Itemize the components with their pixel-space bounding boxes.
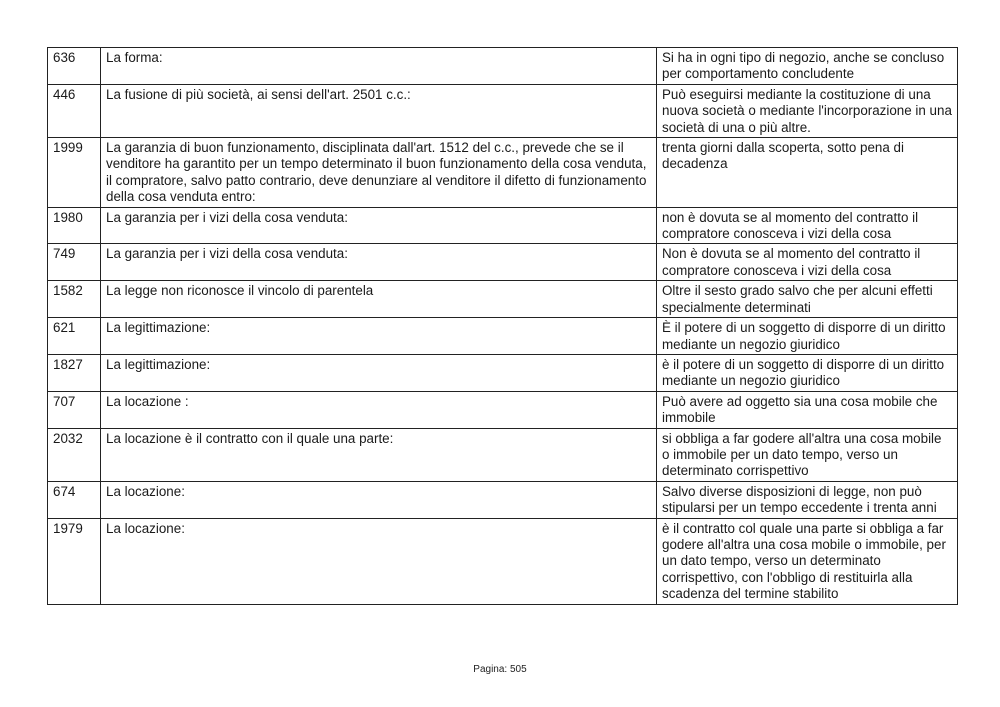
row-number: 749 — [48, 244, 101, 281]
row-question: La forma: — [101, 48, 657, 85]
row-question: La garanzia per i vizi della cosa venduta: — [101, 207, 657, 244]
table-row — [48, 84, 958, 137]
row-answer: Si ha in ogni tipo di negozio, anche se concluso per comportamento concludente — [657, 48, 958, 85]
table-row — [48, 318, 958, 355]
row-question: La legittimazione: — [101, 318, 657, 355]
table-row — [48, 48, 958, 85]
row-answer: Salvo diverse disposizioni di legge, non può stipularsi per un tempo eccedente i trenta anni — [657, 481, 958, 518]
row-answer: Non è dovuta se al momento del contratto il compratore conosceva i vizi della cosa — [657, 244, 958, 281]
table-row — [48, 244, 958, 281]
row-answer: trenta giorni dalla scoperta, sotto pena di decadenza — [657, 138, 958, 208]
row-number: 636 — [48, 48, 101, 85]
page-number: Pagina: 505 — [473, 664, 527, 675]
row-answer: Può eseguirsi mediante la costituzione di una nuova società o mediante l'incorporazione in una società di una o più altre. — [657, 84, 958, 137]
table-row — [48, 391, 958, 428]
row-answer: si obbliga a far godere all'altra una cosa mobile o immobile per un dato tempo, verso un determinato corrispettivo — [657, 428, 958, 481]
table-row — [48, 207, 958, 244]
row-question: La legge non riconosce il vincolo di parentela — [101, 281, 657, 318]
row-question: La garanzia per i vizi della cosa venduta: — [101, 244, 657, 281]
table-row — [48, 354, 958, 391]
row-question: La locazione è il contratto con il quale una parte: — [101, 428, 657, 481]
row-question: La locazione: — [101, 481, 657, 518]
row-number: 446 — [48, 84, 101, 137]
row-question: La locazione: — [101, 518, 657, 604]
row-number: 1827 — [48, 354, 101, 391]
row-answer: è il potere di un soggetto di disporre di un diritto mediante un negozio giuridico — [657, 354, 958, 391]
row-answer: è il contratto col quale una parte si obbliga a far godere all'altra una cosa mobile o immobile, per un dato tempo, verso un determinato corrispettivo, con l'obbligo di restituirla alla scadenza del termine stabilito — [657, 518, 958, 604]
row-question: La locazione : — [101, 391, 657, 428]
row-number: 2032 — [48, 428, 101, 481]
row-question: La fusione di più società, ai sensi dell'art. 2501 c.c.: — [101, 84, 657, 137]
table-row — [48, 281, 958, 318]
table-row — [48, 481, 958, 518]
row-number: 1979 — [48, 518, 101, 604]
row-answer: Può avere ad oggetto sia una cosa mobile che immobile — [657, 391, 958, 428]
table-row — [48, 138, 958, 208]
row-answer: È il potere di un soggetto di disporre di un diritto mediante un negozio giuridico — [657, 318, 958, 355]
row-number: 1999 — [48, 138, 101, 208]
table-row — [48, 518, 958, 604]
table-row — [48, 428, 958, 481]
row-number: 621 — [48, 318, 101, 355]
row-answer: non è dovuta se al momento del contratto il compratore conosceva i vizi della cosa — [657, 207, 958, 244]
row-number: 707 — [48, 391, 101, 428]
row-question: La garanzia di buon funzionamento, disciplinata dall'art. 1512 del c.c., prevede che se il venditore ha garantito per un tempo determinato il buon funzionamento della cosa venduta, il compratore, salvo patto contrario, deve denunziare al venditore il difetto di funzionamento della cosa venduta entro: — [101, 138, 657, 208]
row-number: 1582 — [48, 281, 101, 318]
qa-table — [47, 47, 958, 605]
row-answer: Oltre il sesto grado salvo che per alcuni effetti specialmente determinati — [657, 281, 958, 318]
row-number: 1980 — [48, 207, 101, 244]
row-number: 674 — [48, 481, 101, 518]
row-question: La legittimazione: — [101, 354, 657, 391]
